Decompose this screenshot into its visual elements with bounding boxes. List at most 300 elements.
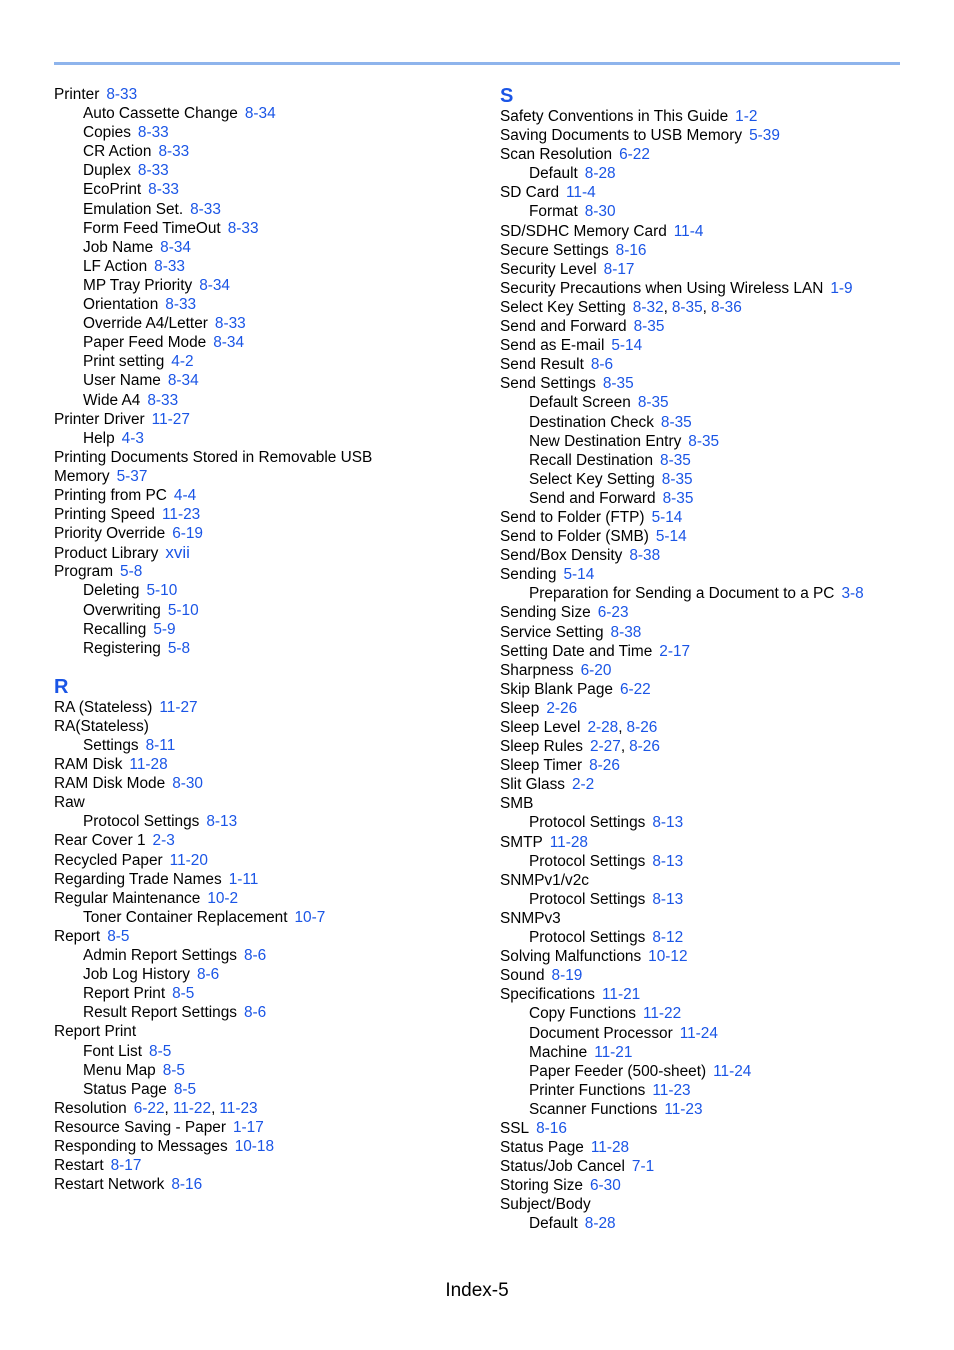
page-ref-link[interactable]: 11-24	[679, 1024, 718, 1042]
index-term: Send as E-mail	[500, 337, 605, 355]
page-references	[536, 1120, 567, 1137]
index-entry	[500, 699, 920, 718]
page-ref-link[interactable]: 11-20	[169, 851, 208, 869]
index-term: Paper Feed Mode	[83, 334, 207, 352]
page-references	[587, 719, 657, 736]
page-ref-link[interactable]: 8-5	[173, 1080, 197, 1098]
page-ref-link[interactable]: 11-28	[129, 756, 168, 774]
index-term: Specifications	[500, 986, 595, 1004]
index-term: RA (Stateless)	[54, 698, 153, 716]
index-term: Format	[529, 203, 578, 221]
index-entry	[500, 374, 920, 393]
page-references	[190, 201, 221, 218]
page-references	[174, 487, 196, 504]
page-ref-link[interactable]: 11-23	[219, 1099, 258, 1117]
index-term: New Destination Entry	[529, 432, 682, 450]
index-entry	[54, 851, 474, 870]
index-subentry	[500, 890, 920, 909]
page-references	[688, 433, 719, 450]
page-references	[611, 624, 642, 641]
page-ref-link[interactable]: 8-5	[162, 1061, 185, 1079]
page-ref-link[interactable]: 1-17	[232, 1118, 264, 1136]
page-ref-link[interactable]: 8-16	[171, 1176, 203, 1194]
page-ref-link[interactable]: 8-13	[652, 814, 684, 832]
index-term: Send and Forward	[500, 318, 627, 336]
page-references	[656, 528, 687, 545]
page-references	[171, 353, 193, 370]
page-ref-link[interactable]: 6-23	[597, 604, 629, 622]
page-ref-link[interactable]: 5-9	[153, 620, 176, 638]
page-ref-link[interactable]: 8-35	[660, 451, 691, 469]
page-ref-link[interactable]: 1-2	[735, 108, 758, 125]
page-references	[107, 928, 129, 945]
index-term: Printer Functions	[529, 1081, 646, 1099]
page-ref-link[interactable]: 11-23	[664, 1100, 703, 1118]
index-subentry	[54, 180, 474, 199]
index-entry	[500, 737, 920, 756]
index-term: SMB	[500, 795, 534, 813]
page-ref-link[interactable]: 2-26	[546, 699, 578, 717]
page-ref-link[interactable]: 11-4	[673, 222, 704, 240]
page-ref-link[interactable]: 8-34	[160, 238, 191, 256]
page-ref-link[interactable]: 8-33	[227, 219, 259, 237]
index-term: Resolution	[54, 1099, 127, 1117]
page-references	[550, 834, 588, 851]
page-ref-link[interactable]: 8-16	[615, 241, 647, 259]
index-term: Help	[83, 429, 115, 447]
index-subentry	[54, 429, 474, 448]
index-term: Send Settings	[500, 375, 596, 393]
page-references	[170, 852, 208, 869]
page-ref-link[interactable]: 8-30	[172, 775, 203, 793]
page-ref-link[interactable]: 8-12	[652, 929, 684, 947]
page-references	[122, 430, 144, 447]
page-ref-link[interactable]: 11-4	[566, 184, 596, 202]
page-references	[589, 757, 620, 774]
page-ref-link[interactable]: 8-34	[213, 334, 245, 352]
page-ref-link[interactable]: 5-8	[167, 639, 191, 657]
index-term: Printing Speed	[54, 506, 155, 524]
page-ref-link[interactable]: 8-33	[190, 200, 221, 218]
page-ref-link[interactable]: 1-9	[830, 279, 853, 297]
page-ref-link[interactable]: 6-20	[580, 661, 612, 679]
page-ref-link[interactable]: 10-18	[234, 1137, 275, 1155]
page-ref-link[interactable]: 11-23	[652, 1081, 691, 1099]
page-references	[841, 585, 863, 602]
page-ref-link[interactable]: 8-6	[196, 966, 220, 984]
page-ref-link[interactable]: 8-28	[584, 165, 616, 183]
page-ref-link[interactable]: 8-34	[167, 372, 199, 390]
page-ref-link[interactable]: 5-39	[749, 127, 780, 145]
page-references	[652, 509, 683, 526]
page-ref-separator: ,	[164, 1099, 169, 1117]
page-ref-link[interactable]: 8-33	[154, 257, 185, 275]
page-ref-link[interactable]: 8-26	[589, 757, 620, 775]
page-ref-link[interactable]: 8-11	[145, 737, 176, 754]
index-subentry	[54, 1061, 474, 1080]
page-ref-link[interactable]: 5-14	[611, 337, 643, 355]
index-term: User Name	[83, 372, 161, 390]
page-ref-link[interactable]: 4-2	[171, 353, 194, 371]
index-term: Result Report Settings	[83, 1004, 237, 1022]
index-subentry	[54, 736, 474, 755]
page-ref-link[interactable]: 5-8	[120, 563, 143, 581]
index-subentry	[54, 238, 474, 257]
page-ref-link[interactable]: 11-23	[161, 506, 201, 524]
page-ref-link[interactable]: 4-4	[173, 486, 197, 504]
index-subentry	[54, 314, 474, 333]
index-entry	[54, 467, 474, 486]
page-references	[659, 643, 690, 660]
index-term: Printer Driver	[54, 410, 145, 428]
page-ref-link[interactable]: 11-22	[172, 1099, 212, 1117]
index-term: Font List	[83, 1042, 143, 1060]
index-entry	[500, 966, 920, 985]
page-ref-link[interactable]: 8-35	[633, 318, 665, 336]
page-ref-link[interactable]: 8-33	[214, 315, 246, 333]
page-ref-link[interactable]: 8-33	[165, 296, 197, 314]
page-ref-link[interactable]: 8-32	[632, 298, 664, 316]
index-entry	[54, 505, 474, 524]
page-ref-link[interactable]: 8-33	[148, 181, 179, 199]
index-entry	[54, 1156, 474, 1175]
index-term: Scan Resolution	[500, 146, 613, 164]
page-ref-link[interactable]: 2-17	[659, 642, 691, 660]
page-ref-link[interactable]: 5-14	[563, 566, 595, 584]
index-entry	[500, 1176, 920, 1195]
page-ref-link[interactable]: 5-37	[116, 467, 148, 485]
index-entry	[54, 524, 474, 543]
index-term: SNMPv3	[500, 909, 561, 927]
page-references	[153, 621, 175, 638]
page-ref-link[interactable]: 8-16	[536, 1119, 567, 1137]
page-references	[168, 372, 199, 389]
page-ref-link[interactable]: 8-33	[106, 86, 138, 103]
page-references	[228, 220, 259, 237]
index-entry	[500, 336, 920, 355]
page-references	[294, 909, 325, 926]
index-term: Toner Container Replacement	[83, 908, 288, 926]
page-ref-link[interactable]: 8-17	[110, 1157, 142, 1175]
index-term: SD/SDHC Memory Card	[500, 222, 667, 240]
page-ref-link[interactable]: 11-27	[159, 698, 198, 716]
index-subentry	[500, 813, 920, 832]
page-ref-link[interactable]: 8-35	[637, 394, 669, 412]
page-references	[603, 375, 634, 392]
page-references	[604, 261, 635, 278]
index-term: Responding to Messages	[54, 1137, 228, 1155]
index-subentry	[54, 104, 474, 123]
page-references	[120, 563, 142, 580]
index-term: Admin Report Settings	[83, 947, 237, 965]
page-references	[111, 1157, 142, 1174]
index-subentry	[500, 1043, 920, 1062]
page-ref-link[interactable]: 8-33	[137, 162, 169, 180]
index-entry	[500, 241, 920, 260]
page-ref-link[interactable]: 6-22	[619, 146, 650, 164]
index-term: Service Setting	[500, 623, 604, 641]
index-term: Duplex	[83, 162, 131, 180]
index-subentry	[54, 601, 474, 620]
index-term: Send to Folder (FTP)	[500, 508, 645, 526]
page-references	[146, 582, 177, 599]
index-term: Paper Feeder (500-sheet)	[529, 1062, 707, 1080]
page-ref-link[interactable]: 3-8	[841, 585, 864, 603]
page-ref-link[interactable]: 2-3	[152, 832, 175, 850]
index-term: Send Result	[500, 356, 584, 374]
page-references	[634, 318, 665, 335]
page-references	[616, 242, 647, 259]
page-ref-link[interactable]: xvii	[165, 543, 190, 563]
page-ref-link[interactable]: 11-21	[594, 1043, 633, 1061]
page-ref-link[interactable]: 6-22	[133, 1099, 165, 1117]
page-ref-link[interactable]: 8-33	[137, 124, 169, 142]
page-references	[163, 1062, 185, 1079]
page-references	[162, 506, 200, 523]
page-ref-link[interactable]: 6-19	[172, 525, 203, 543]
index-term: Protocol Settings	[529, 814, 646, 832]
index-term: Program	[54, 563, 114, 581]
index-entry	[54, 486, 474, 505]
index-term: RAM Disk	[54, 756, 123, 774]
index-term: Report Print	[83, 985, 166, 1003]
index-subentry	[500, 202, 920, 221]
page-references	[138, 162, 169, 179]
index-subentry	[54, 908, 474, 927]
page-references	[199, 277, 230, 294]
page-references	[172, 525, 203, 542]
index-entry	[500, 1157, 920, 1176]
page-ref-link[interactable]: 11-28	[549, 833, 588, 851]
index-entry	[500, 298, 920, 317]
page-ref-link[interactable]: 8-13	[652, 890, 684, 908]
page-ref-link[interactable]: 1-11	[228, 870, 259, 888]
page-ref-link[interactable]: 11-28	[590, 1139, 630, 1157]
index-term: Deleting	[83, 582, 140, 600]
index-subentry	[54, 965, 474, 984]
index-entry	[500, 775, 920, 794]
page-references	[581, 662, 612, 679]
page-ref-link[interactable]: 8-6	[243, 947, 267, 965]
index-term: Sound	[500, 967, 545, 985]
page-references	[149, 1043, 171, 1060]
index-term: Emulation Set.	[83, 200, 184, 218]
index-term: Print setting	[83, 353, 165, 371]
index-subentry	[500, 1214, 920, 1233]
index-entry	[500, 1138, 920, 1157]
index-entry	[54, 755, 474, 774]
index-term: Registering	[83, 639, 161, 657]
page-ref-link[interactable]: 5-10	[146, 582, 178, 600]
page-ref-link[interactable]: 8-6	[590, 356, 614, 374]
page-ref-link[interactable]: 8-30	[584, 203, 616, 221]
page-ref-link[interactable]: 2-2	[572, 776, 595, 794]
index-entry	[500, 603, 920, 622]
index-term: Job Name	[83, 238, 154, 256]
page-references	[146, 737, 176, 754]
page-ref-link[interactable]: 5-14	[655, 528, 687, 546]
page-ref-link[interactable]: 2-28	[587, 719, 619, 736]
page-ref-link[interactable]: 8-26	[626, 719, 658, 736]
page-ref-link[interactable]: 8-35	[602, 375, 634, 393]
index-subentry	[54, 984, 474, 1003]
page-ref-link[interactable]: 2-27	[590, 738, 621, 756]
page-ref-link[interactable]: 8-13	[652, 852, 684, 870]
index-subentry	[54, 1042, 474, 1061]
index-term: Raw	[54, 794, 85, 812]
page-references	[563, 566, 594, 583]
index-term: Copy Functions	[529, 1005, 636, 1023]
index-entry	[54, 889, 474, 908]
page-ref-link[interactable]: 7-1	[631, 1158, 655, 1176]
page-references	[585, 165, 616, 182]
index-entry	[500, 546, 920, 565]
index-term: Secure Settings	[500, 241, 609, 259]
page-ref-link[interactable]: 8-36	[710, 298, 742, 316]
page-ref-link[interactable]: 8-35	[662, 489, 694, 507]
index-term: Report	[54, 927, 101, 945]
page-references	[594, 1044, 632, 1061]
page-ref-link[interactable]: 8-34	[199, 276, 230, 294]
index-entry	[54, 870, 474, 889]
index-entry	[500, 508, 920, 527]
index-subentry	[500, 1004, 920, 1023]
page-ref-link[interactable]: 8-34	[244, 105, 276, 123]
page-ref-link[interactable]: 8-35	[660, 413, 692, 431]
page-ref-link[interactable]: 6-30	[589, 1177, 621, 1195]
page-references	[602, 986, 640, 1003]
page-references	[591, 1139, 629, 1156]
index-term: Settings	[83, 737, 139, 754]
page-ref-link[interactable]: 8-38	[610, 623, 642, 641]
page-ref-link[interactable]: 8-35	[688, 432, 720, 450]
index-subentry	[54, 123, 474, 142]
index-subentry	[54, 620, 474, 639]
page-ref-link[interactable]: 11-21	[601, 986, 641, 1004]
index-term: Sleep Level	[500, 719, 581, 736]
page-ref-link[interactable]: 8-35	[671, 298, 703, 316]
page-references	[168, 602, 199, 619]
page-references	[171, 1176, 202, 1193]
page-ref-link[interactable]: 11-24	[713, 1062, 752, 1080]
page-ref-link[interactable]: 10-7	[294, 908, 326, 926]
page-references	[153, 832, 175, 849]
page-references	[213, 334, 244, 351]
page-references	[160, 239, 191, 256]
index-term: Report Print	[54, 1023, 137, 1041]
index-subentry	[54, 295, 474, 314]
index-term: Protocol Settings	[529, 852, 646, 870]
page-references	[152, 411, 190, 428]
page-references	[591, 356, 613, 373]
index-term: RA(Stateless)	[54, 717, 149, 735]
index-term: Copies	[83, 124, 131, 142]
index-term: Priority Override	[54, 525, 166, 543]
index-entry	[500, 126, 920, 145]
page-ref-link[interactable]: 8-19	[551, 967, 583, 985]
page-references	[830, 280, 852, 297]
page-ref-link[interactable]: 8-17	[603, 260, 635, 278]
page-references	[148, 181, 179, 198]
page-references	[158, 143, 189, 160]
page-ref-link[interactable]: 8-5	[107, 927, 130, 945]
index-subentry	[500, 1062, 920, 1081]
index-term: Send to Folder (SMB)	[500, 528, 649, 546]
page-ref-link[interactable]: 6-22	[619, 680, 651, 698]
index-term: Default	[529, 165, 578, 183]
page-ref-link[interactable]: 8-35	[661, 470, 693, 488]
page-ref-link[interactable]: 8-5	[149, 1042, 172, 1060]
page-references	[598, 604, 629, 621]
index-subentry	[54, 581, 474, 600]
page-references	[207, 890, 238, 907]
index-term: Security Precautions when Using Wireless LAN	[500, 279, 824, 297]
index-subentry	[500, 470, 920, 489]
index-term: Send and Forward	[529, 489, 656, 507]
page-references	[168, 640, 190, 657]
page-ref-link[interactable]: 5-14	[651, 508, 683, 526]
index-term: Destination Check	[529, 413, 654, 431]
index-term: Skip Blank Page	[500, 680, 613, 698]
page-ref-link[interactable]: 5-10	[167, 601, 199, 619]
page-ref-link[interactable]: 8-5	[172, 985, 195, 1003]
page-ref-link[interactable]: 8-6	[243, 1004, 267, 1022]
page-ref-link[interactable]: 10-2	[207, 889, 239, 907]
page-references	[652, 853, 683, 870]
index-term: SD Card	[500, 184, 560, 202]
index-term: Printing Documents Stored in Removable USB	[54, 448, 373, 466]
page-references	[652, 891, 683, 908]
index-term: Solving Malfunctions	[500, 948, 642, 966]
page-references	[680, 1025, 718, 1042]
page-ref-link[interactable]: 8-33	[147, 391, 179, 409]
page-references	[566, 184, 596, 201]
page-ref-separator: ,	[620, 738, 626, 756]
page-ref-link[interactable]: 4-3	[121, 429, 144, 447]
index-term: SMTP	[500, 833, 543, 851]
page-ref-link[interactable]: 11-22	[642, 1005, 682, 1023]
page-references	[590, 1177, 621, 1194]
index-subentry	[500, 852, 920, 871]
index-term: Select Key Setting	[529, 470, 655, 488]
index-subentry	[500, 1081, 920, 1100]
index-entry	[500, 623, 920, 642]
page-references	[749, 127, 780, 144]
index-entry	[54, 1175, 474, 1194]
index-subentry	[500, 451, 920, 470]
index-term: LF Action	[83, 257, 148, 275]
page-ref-link[interactable]: 8-33	[158, 143, 190, 161]
page-ref-link[interactable]: 8-38	[629, 547, 661, 565]
page-ref-link[interactable]: 8-28	[584, 1215, 616, 1233]
index-subentry	[500, 584, 920, 603]
page-references	[611, 337, 642, 354]
page-ref-link[interactable]: 10-12	[648, 948, 688, 966]
index-subentry	[500, 164, 920, 183]
page-references	[129, 756, 167, 773]
page-ref-link[interactable]: 8-26	[629, 738, 660, 756]
index-term: Scanner Functions	[529, 1100, 658, 1118]
index-entry	[54, 774, 474, 793]
index-entry	[500, 317, 920, 336]
index-term: Storing Size	[500, 1177, 583, 1195]
index-term: Default	[529, 1215, 578, 1233]
page-ref-link[interactable]: 8-13	[206, 813, 238, 831]
index-term: Restart Network	[54, 1176, 165, 1194]
index-term: Overwriting	[83, 601, 161, 619]
page-ref-link[interactable]: 11-27	[151, 410, 190, 428]
index-subentry	[500, 1024, 920, 1043]
